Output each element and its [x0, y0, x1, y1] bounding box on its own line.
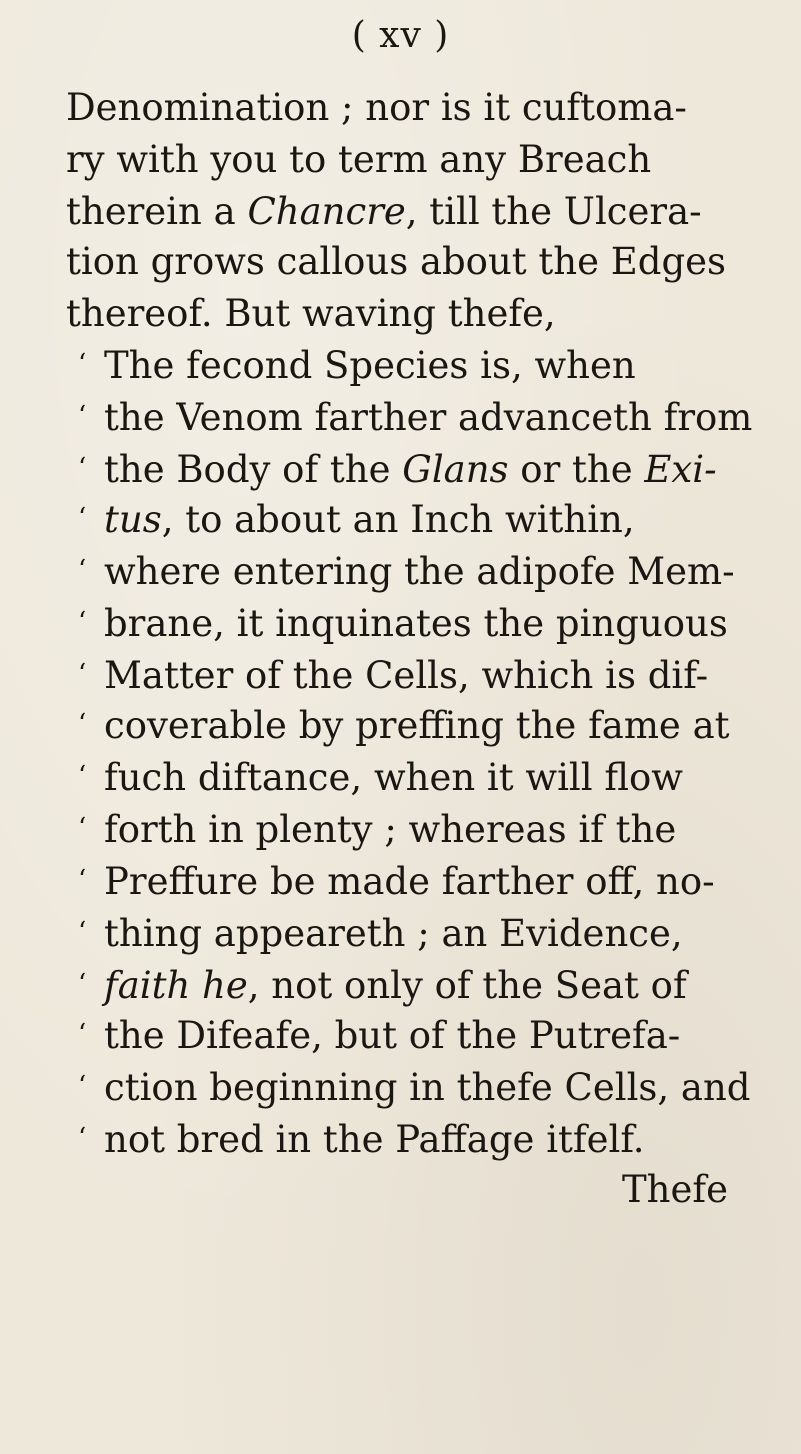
- text-line: [66, 188, 702, 236]
- text-line: [78, 394, 752, 442]
- text-segment: or the: [508, 448, 645, 491]
- text-segment: where entering the adipofe Mem-: [104, 550, 735, 593]
- text-segment: not bred in the Paffage itfelf.: [104, 1118, 645, 1161]
- page-number-header: ( xv ): [351, 15, 450, 56]
- text-segment: ction beginning in thefe Cells, and: [104, 1066, 751, 1109]
- text-line: [78, 1012, 680, 1060]
- text-line: [66, 136, 651, 184]
- italic-text: Glans: [402, 448, 509, 491]
- text-segment: brane, it inquinates the pinguous: [104, 602, 728, 645]
- text-segment: Thefe: [622, 1168, 728, 1211]
- quote-mark: ‘: [78, 813, 87, 843]
- text-segment: , to about an Inch within,: [161, 498, 635, 541]
- text-line: [78, 446, 717, 494]
- text-segment: therein a: [66, 190, 248, 233]
- text-segment: thereof. But waving thefe,: [66, 292, 556, 335]
- text-line: [78, 1064, 751, 1112]
- quote-mark: ‘: [78, 349, 87, 379]
- quote-mark: ‘: [78, 453, 87, 483]
- text-segment: coverable by preffing the fame at: [104, 704, 730, 747]
- quote-mark: ‘: [78, 709, 87, 739]
- quote-mark: ‘: [78, 1071, 87, 1101]
- text-line: [78, 858, 715, 906]
- text-line: [78, 1116, 644, 1164]
- italic-text: Chancre: [247, 190, 406, 233]
- text-line: [78, 806, 676, 854]
- italic-text: tus: [104, 498, 162, 541]
- text-line: [78, 600, 728, 648]
- text-segment: the Difeafe, but of the Putrefa-: [104, 1014, 681, 1057]
- text-line: [78, 754, 683, 802]
- text-segment: , till the Ulcera-: [405, 190, 702, 233]
- text-segment: tion grows callous about the Edges: [66, 240, 727, 283]
- text-segment: Preffure be made farther off, no-: [104, 860, 715, 903]
- quote-mark: ‘: [78, 917, 87, 947]
- quote-mark: ‘: [78, 659, 87, 689]
- italic-text: faith he: [104, 964, 248, 1007]
- text-line: [78, 496, 635, 544]
- quote-mark: ‘: [78, 503, 87, 533]
- text-segment: forth in plenty ; whereas if the: [104, 808, 677, 851]
- quote-mark: ‘: [78, 865, 87, 895]
- text-line: [66, 290, 556, 338]
- quote-mark: ‘: [78, 969, 87, 999]
- text-segment: fuch diftance, when it will flow: [104, 756, 683, 799]
- text-line: [78, 962, 687, 1010]
- text-segment: Denomination ; nor is it cuftoma-: [66, 86, 687, 129]
- text-line: [78, 910, 683, 958]
- text-segment: the Venom farther advanceth from: [104, 396, 753, 439]
- text-line: [78, 702, 730, 750]
- quote-mark: ‘: [78, 1123, 87, 1153]
- text-segment: Matter of the Cells, which is dif-: [104, 654, 709, 697]
- text-segment: the Body of the: [104, 448, 403, 491]
- text-line: [78, 548, 735, 596]
- quote-mark: ‘: [78, 401, 87, 431]
- text-line: [622, 1166, 728, 1214]
- quote-mark: ‘: [78, 761, 87, 791]
- quote-mark: ‘: [78, 1019, 87, 1049]
- text-line: [78, 342, 636, 390]
- text-line: [78, 652, 708, 700]
- text-segment: thing appeareth ; an Evidence,: [104, 912, 683, 955]
- text-line: [66, 238, 726, 286]
- text-segment: ry with you to term any Breach: [66, 138, 652, 181]
- quote-mark: ‘: [78, 555, 87, 585]
- text-line: [66, 84, 687, 132]
- text-segment: The fecond Species is, when: [104, 344, 636, 387]
- text-segment: , not only of the Seat of: [247, 964, 687, 1007]
- quote-mark: ‘: [78, 607, 87, 637]
- italic-text: Exi-: [644, 448, 717, 491]
